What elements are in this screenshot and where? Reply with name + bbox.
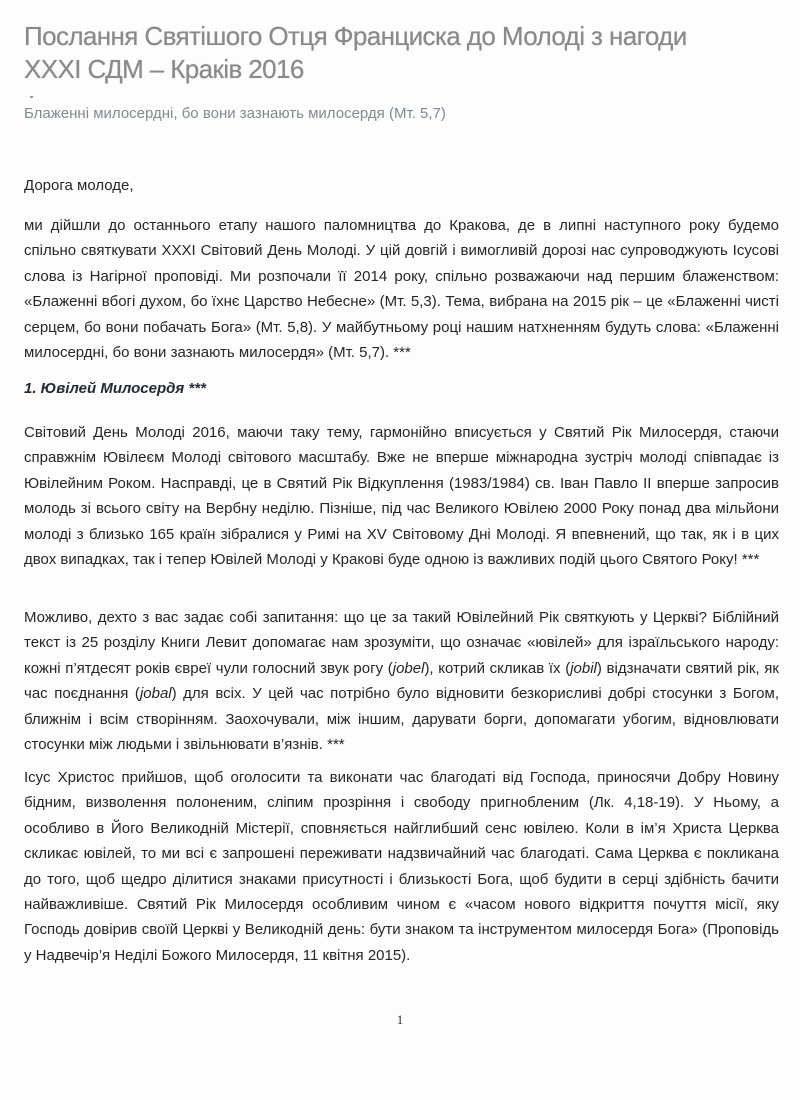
- page-number: 1: [396, 1012, 404, 1027]
- document-subtitle: Блаженні милосердні, бо вони зазнають милосердя (Мт. 5,7): [24, 105, 446, 122]
- section-heading-jubilee: 1. Ювілей Милосердя ***: [24, 380, 206, 397]
- document-title: [24, 20, 784, 86]
- paragraph-4: Ісус Христос прийшов, щоб оголосити та виконати час благодаті від Господа, приносячи Добру Новину бідним, визволення полоненим, сліпим прозріння і свободу пригнобленим (Лк. 4,18-19). У Ньому, а особливо в Його Великодній Містерії, сповняється найглибший сенс ювілею. Коли в ім’я Христа Церква скликає ювілей, то ми всі є запрошені переживати надзвичайний час благодаті. Сама Церква є покликана до того, щоб щедро ділитися знаками присутності і близькості Бога, щоб будити в серці здібність бачити найважливіше. Святий Рік Милосердя особливим чином є «часом нового відкриття почуття місії, яку Господь довірив своїй Церкві у Великодній день: бути знаком та інструментом милосердя Бога» (Проповідь у Надвечір’я Неділі Божого Милосердя, 11 квітня 2015).: [24, 769, 779, 964]
- term-jobel: jobel: [392, 659, 425, 677]
- title-line-2: XXXI СДМ – Краків 2016: [24, 54, 304, 84]
- paragraph-3-text-2: ), котрий скликав їх (: [424, 659, 571, 677]
- paragraph-3-text-3: ) відзначати святий рік, як час поєднання (: [24, 659, 779, 703]
- term-jobil: jobil: [570, 659, 597, 677]
- title-line-1: Послання Святішого Отця Франциска до Молоді з нагоди: [24, 21, 687, 51]
- term-jobal: jobal: [139, 685, 172, 703]
- paragraph-2: Світовий День Молоді 2016, маючи таку тему, гармонійно вписується у Святий Рік Милосердя, стаючи справжнім Ювілеєм Молоді світового масштабу. Вже не вперше міжнародна зустріч молоді співпадає із Ювілейним Роком. Насправді, це в Святий Рік Відкуплення (1983/1984) св. Іван Павло ІІ вперше запросив молодь зі всього світу на Вербну неділю. Пізніше, під час Великого Ювілею 2000 Року понад два мільйони молоді з близько 165 країн зібралися у Римі на XV Світовому Дні Молоді. Я впевнений, що так, як і в цих двох випадках, так і тепер Ювілей Молоді у Кракові буде одною із важливих подій цього Святого Року! ***: [24, 424, 779, 569]
- paragraph-3-text-4: ) для всіх. У цей час потрібно було відновити безкорисливі добрі стосунки з Богом, ближнім і всім створінням. Заохочували, між іншим, дарувати борги, допомагати убогим, відновлювати стосунки між людьми і звільнювати в’язнів. ***: [24, 685, 779, 754]
- greeting: Дорога молоде,: [24, 177, 134, 194]
- paragraph-1: ми дійшли до останнього етапу нашого паломництва до Кракова, де в липні наступного року будемо спільно святкувати XXXI Світовий День Молоді. У цій довгій і вимогливій дорозі нас супроводжують Ісусові слова із Нагірної проповіді. Ми розпочали її 2014 року, спільно розважаючи над першим блаженством: «Блаженні вбогі духом, бо їхнє Царство Небесне» (Мт. 5,3). Тема, вибрана на 2015 рік – це «Блаженні чисті серцем, бо вони побачать Бога» (Мт. 5,8). У майбутньому році нашим натхненням будуть слова: «Блаженні милосердні, бо вони зазнають милосердя» (Мт. 5,7). ***: [24, 217, 779, 362]
- paragraph-3-text-1: Можливо, дехто з вас задає собі запитання: що це за такий Ювілейний Рік святкують у Церкві? Біблійний текст із 25 розділу Книги Левит допомагає нам зрозуміти, що означає «ювілей» для ізраїльського народу: кожні п’ятдесят років євреї чули голосний звук рогу (: [24, 609, 779, 677]
- scan-mark: [30, 96, 33, 98]
- paragraph-3: [24, 605, 779, 757]
